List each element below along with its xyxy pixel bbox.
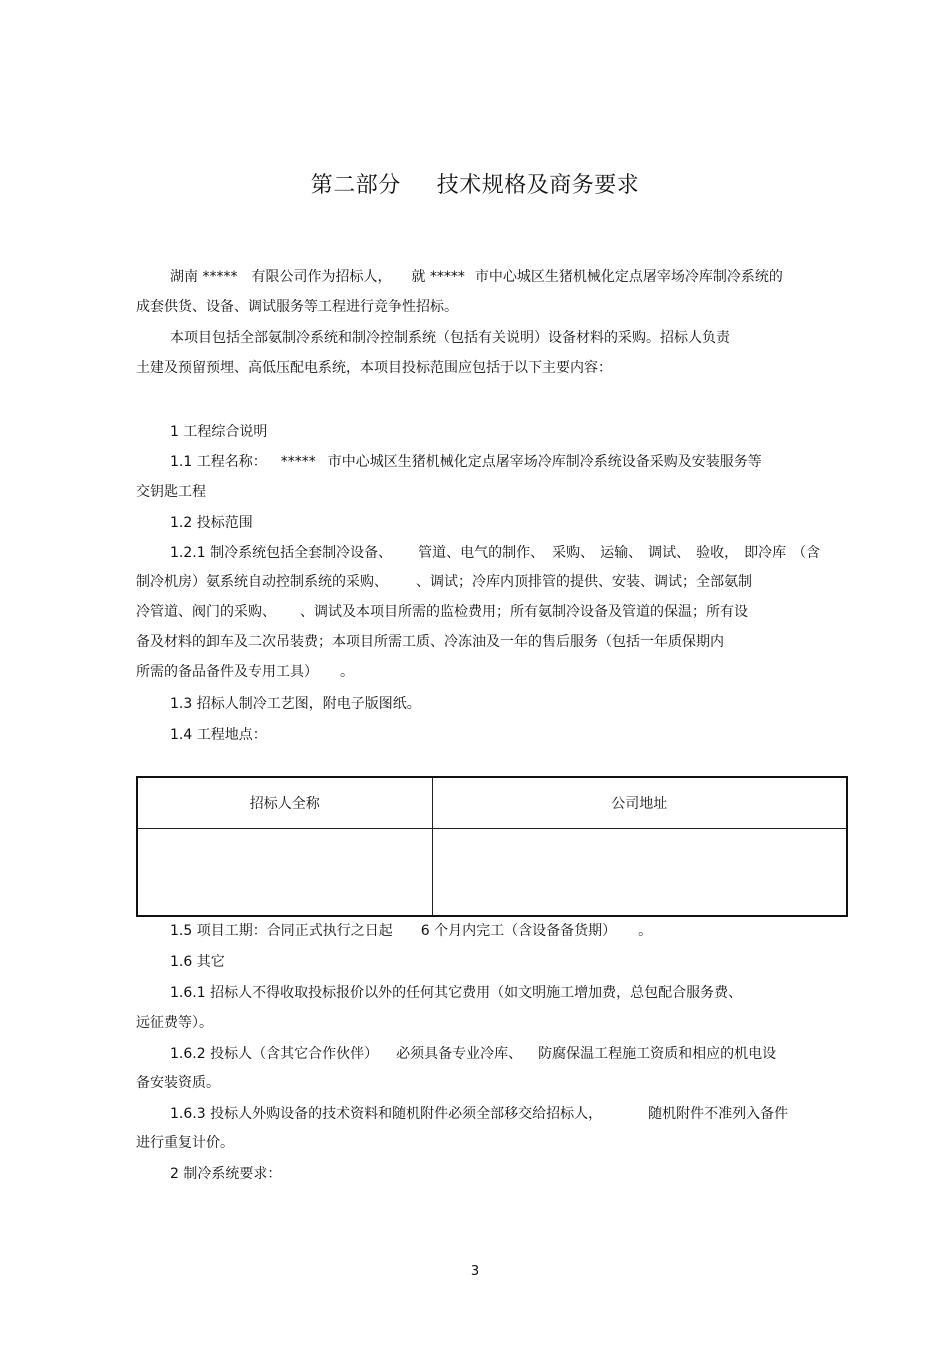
section-1-2-1-line3: 冷管道、阀门的采购、 、调试及本项目所需的监检费用；所有氨制冷设备及管道的保温；所有设 — [136, 604, 748, 620]
section-1-6-3-line2: 进行重复计价。 — [136, 1135, 234, 1151]
section-1-6-2-line2: 备安装资质。 — [136, 1075, 220, 1091]
intro-p2-line2: 土建及预留预埋、高低压配电系统，本项目投标范围应包括于以下主要内容： — [136, 360, 612, 376]
intro-p1-line2: 成套供货、设备、调试服务等工程进行竞争性招标。 — [136, 299, 458, 315]
section-1-2-1-line4: 备及材料的卸车及二次吊装费；本项目所需工质、冷冻油及一年的售后服务（包括一年质保期内 — [136, 634, 724, 650]
section-1-5: 1.5 项目工期：合同正式执行之日起 6 个月内完工（含设备备货期） 。 — [170, 923, 653, 939]
table-header-bidder-name: 招标人全称 — [137, 777, 432, 829]
section-1-2-1-line1: 1.2.1 制冷系统包括全套制冷设备、 管道、电气的制作、 采购、 运输、 调试、 验收， 即冷库 （含 — [170, 545, 821, 561]
intro-p2-line1: 本项目包括全部氨制冷系统和制冷控制系统（包括有关说明）设备材料的采购。招标人负责 — [170, 330, 730, 346]
section-1-6-2-line1: 1.6.2 投标人（含其它合作伙伴） 必须具备专业冷库、 防腐保温工程施工资质和相应的机电设 — [170, 1046, 777, 1062]
table-header-row — [137, 777, 847, 829]
section-1-heading: 1 工程综合说明 — [170, 424, 268, 440]
section-1-6-heading: 1.6 其它 — [170, 954, 225, 970]
section-1-1-line2: 交钥匙工程 — [136, 484, 206, 500]
section-1-2-1-line2: 制冷机房）氨系统自动控制系统的采购、 、调试；冷库内顶排管的提供、安装、调试；全部氨制 — [136, 574, 752, 590]
title-name: 技术规格及商务要求 — [436, 173, 640, 198]
table-row — [137, 829, 847, 917]
section-1-3: 1.3 招标人制冷工艺图，附电子版图纸。 — [170, 696, 421, 712]
location-table — [136, 776, 848, 917]
section-1-6-1-line1: 1.6.1 招标人不得收取投标报价以外的任何其它费用（如文明施工增加费，总包配合服务费、 — [170, 985, 743, 1001]
table-cell-company-address — [432, 829, 847, 917]
title-part: 第二部分 — [310, 173, 401, 198]
table-cell-bidder-name — [137, 829, 432, 917]
page-number: 3 — [470, 1264, 480, 1279]
section-2-heading: 2 制冷系统要求： — [170, 1166, 282, 1182]
section-1-2-1-line5: 所需的备品备件及专用工具） 。 — [136, 664, 354, 680]
section-1-2-heading: 1.2 投标范围 — [170, 515, 253, 531]
section-1-6-3-line1: 1.6.3 投标人外购设备的技术资料和随机附件必须全部移交给招标人， 随机附件不准列入备件 — [170, 1106, 789, 1122]
table-header-company-address: 公司地址 — [432, 777, 847, 829]
section-1-6-1-line2: 远征费等）。 — [136, 1015, 213, 1031]
section-1-4: 1.4 工程地点： — [170, 727, 267, 743]
section-1-1-line1: 1.1 工程名称： ***** 市中心城区生猪机械化定点屠宰场冷库制冷系统设备采购及安装服务等 — [170, 454, 762, 470]
page-title — [0, 168, 950, 199]
intro-p1-line1: 湖南 ***** 有限公司作为招标人， 就 ***** 市中心城区生猪机械化定点屠宰场冷库制冷系统的 — [170, 269, 783, 285]
